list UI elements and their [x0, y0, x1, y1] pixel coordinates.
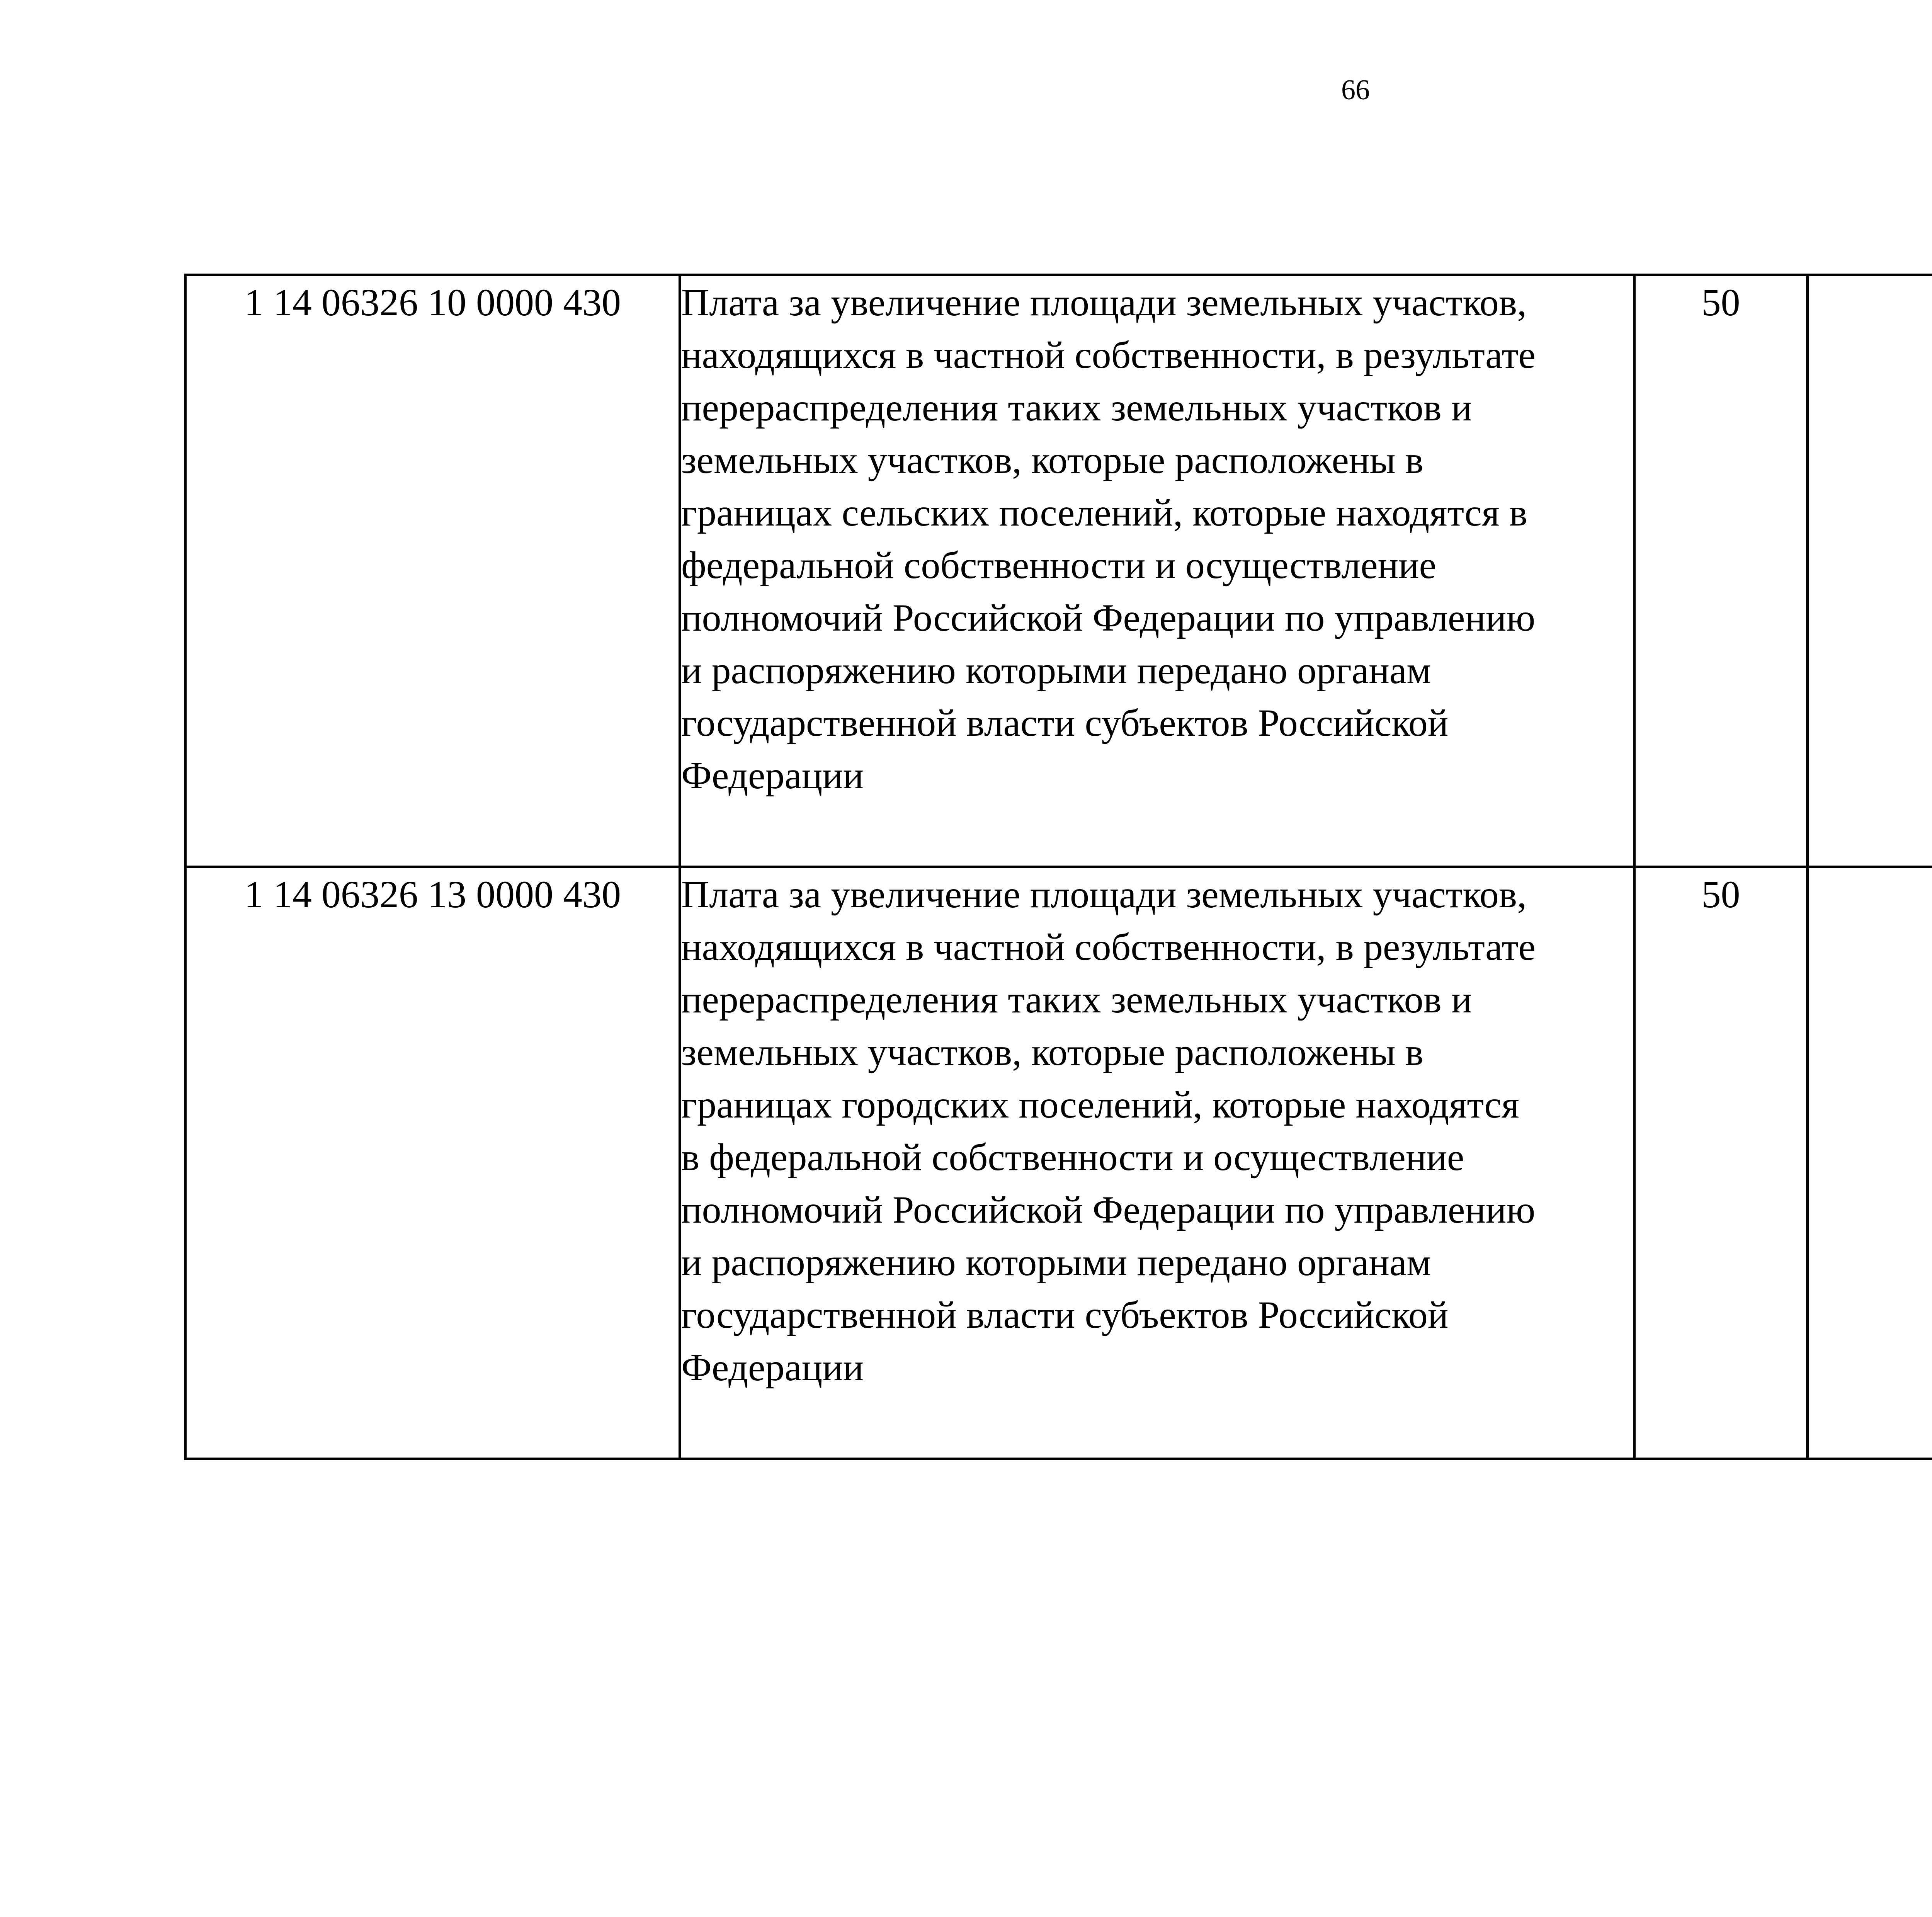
- revenue-table: [184, 274, 1932, 1460]
- revenue-description-cell: Плата за увеличение площади земельных участков, находящихся в частной собственности, в результате перераспределения таких земельных участков и земельных участков, которые расположены в границах сельских поселений, которые находятся в федеральной собственности и осуществление полномочий Российской Федерации по управлению и распоряжению которыми передано органам государственной власти субъектов Российской Федерации: [680, 275, 1634, 867]
- value-cell-1: 50: [1634, 867, 1808, 1459]
- page-number: 66: [1341, 74, 1370, 106]
- value-cell-2: [1808, 867, 1932, 1459]
- value-cell-2: [1808, 275, 1932, 867]
- revenue-description-cell: Плата за увеличение площади земельных участков, находящихся в частной собственности, в результате перераспределения таких земельных участков и земельных участков, которые расположены в границах городских поселений, которые находятся в федеральной собственности и осуществление полномочий Российской Федерации по управлению и распоряжению которыми передано органам государственной власти субъектов Российской Федерации: [680, 867, 1634, 1459]
- revenue-table-container: [184, 274, 1932, 1460]
- budget-code-cell: 1 14 06326 13 0000 430: [185, 867, 680, 1459]
- table-row: [185, 275, 1932, 867]
- value-cell-1: 50: [1634, 275, 1808, 867]
- budget-code-cell: 1 14 06326 10 0000 430: [185, 275, 680, 867]
- table-row: [185, 867, 1932, 1459]
